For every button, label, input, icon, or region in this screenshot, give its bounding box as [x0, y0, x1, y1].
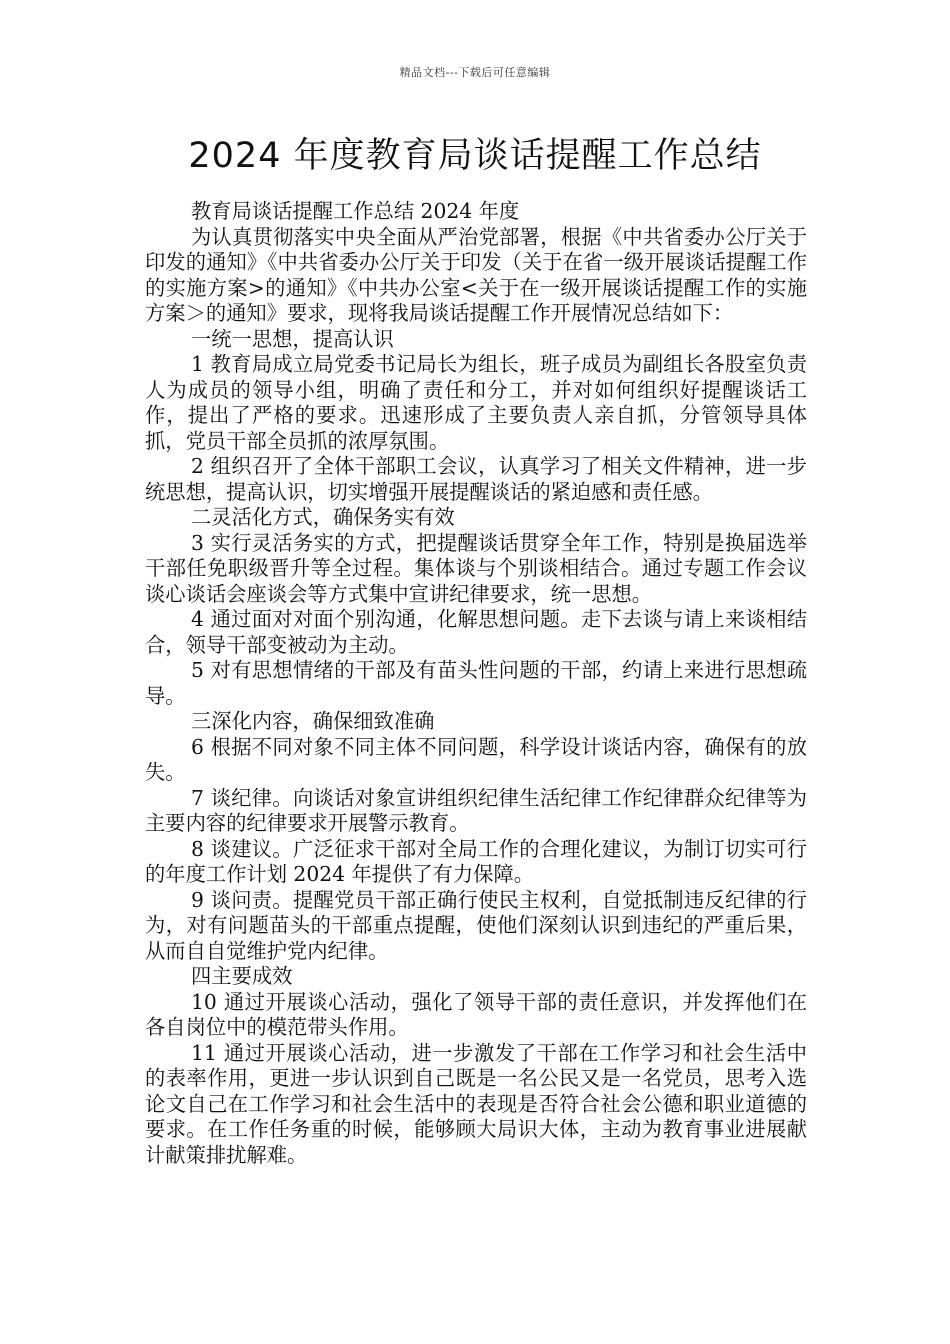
- document-title: 2024 年度教育局谈话提醒工作总结: [188, 136, 762, 176]
- header-note: 精品文档---下载后可任意编辑: [399, 66, 551, 79]
- paragraph-item-1: 1 教育局成立局党委书记局长为组长，班子成员为副组长各股室负责人为成员的领导小组，明确了责任和分工，并对如何组织好提醒谈话工作，提出了严格的要求。迅速形成了主要负责人亲自抓，分管领导具体抓，党员干部全员抓的浓厚氛围。: [145, 352, 807, 453]
- paragraph-item-10: 10 通过开展谈心活动，强化了领导干部的责任意识，并发挥他们在各自岗位中的模范带头作用。: [145, 989, 807, 1039]
- document-body: [145, 199, 807, 1168]
- paragraph-item-8: 8 谈建议。广泛征求干部对全局工作的合理化建议，为制订切实可行的年度工作计划 2024 年提供了有力保障。: [145, 836, 807, 886]
- paragraph-subtitle: 教育局谈话提醒工作总结 2024 年度: [191, 199, 520, 223]
- paragraph-item-3: 3 实行灵活务实的方式，把提醒谈话贯穿全年工作，特别是换届选举干部任免职级晋升等全过程。集体谈与个别谈相结合。通过专题工作会议谈心谈话会座谈会等方式集中宣讲纪律要求，统一思想。: [145, 530, 807, 606]
- paragraph-item-9: 9 谈问责。提醒党员干部正确行使民主权利，自觉抵制违反纪律的行为，对有问题苗头的干部重点提醒，使他们深刻认识到违纪的严重后果，从而自自觉维护党内纪律。: [145, 887, 807, 963]
- paragraph-item-5: 5 对有思想情绪的干部及有苗头性问题的干部，约请上来进行思想疏导。: [145, 658, 807, 708]
- paragraph-item-11: 11 通过开展谈心活动，进一步激发了干部在工作学习和社会生活中的表率作用，更进一步认识到自己既是一名公民又是一名党员，思考入选论文自己在工作学习和社会生活中的表现是否符合社会公德和职业道德的要求。在工作任务重的时候，能够顾大局识大体，主动为教育事业进展献计献策排扰解难。: [145, 1040, 807, 1167]
- paragraph-item-7: 7 谈纪律。向谈话对象宣讲组织纪律生活纪律工作纪律群众纪律等为主要内容的纪律要求开展警示教育。: [145, 785, 807, 835]
- section-heading-3: 三深化内容，确保细致准确: [191, 709, 435, 733]
- paragraph-item-4: 4 通过面对对面个别沟通，化解思想问题。走下去谈与请上来谈相结合，领导干部变被动为主动。: [145, 607, 807, 657]
- paragraph-item-6: 6 根据不同对象不同主体不同问题，科学设计谈话内容，确保有的放失。: [145, 734, 807, 784]
- section-heading-2: 二灵活化方式，确保务实有效: [191, 505, 455, 529]
- paragraph-item-2: 2 组织召开了全体干部职工会议，认真学习了相关文件精神，进一步统思想，提高认识，切实增强开展提醒谈话的紧迫感和责任感。: [145, 454, 807, 504]
- section-heading-1: 一统一思想，提高认识: [191, 326, 394, 351]
- section-heading-4: 四主要成效: [191, 964, 293, 988]
- paragraph-intro: 为认真贯彻落实中央全面从严治党部署，根据《中共省委办公厅关于印发的通知》《中共省委办公厅关于印发（关于在省一级开展谈话提醒工作的实施方案>的通知》《中共办公室<关于在一级开展谈话提醒工作的实施方案＞的通知》要求，现将我局谈话提醒工作开展情况总结如下：: [145, 224, 807, 325]
